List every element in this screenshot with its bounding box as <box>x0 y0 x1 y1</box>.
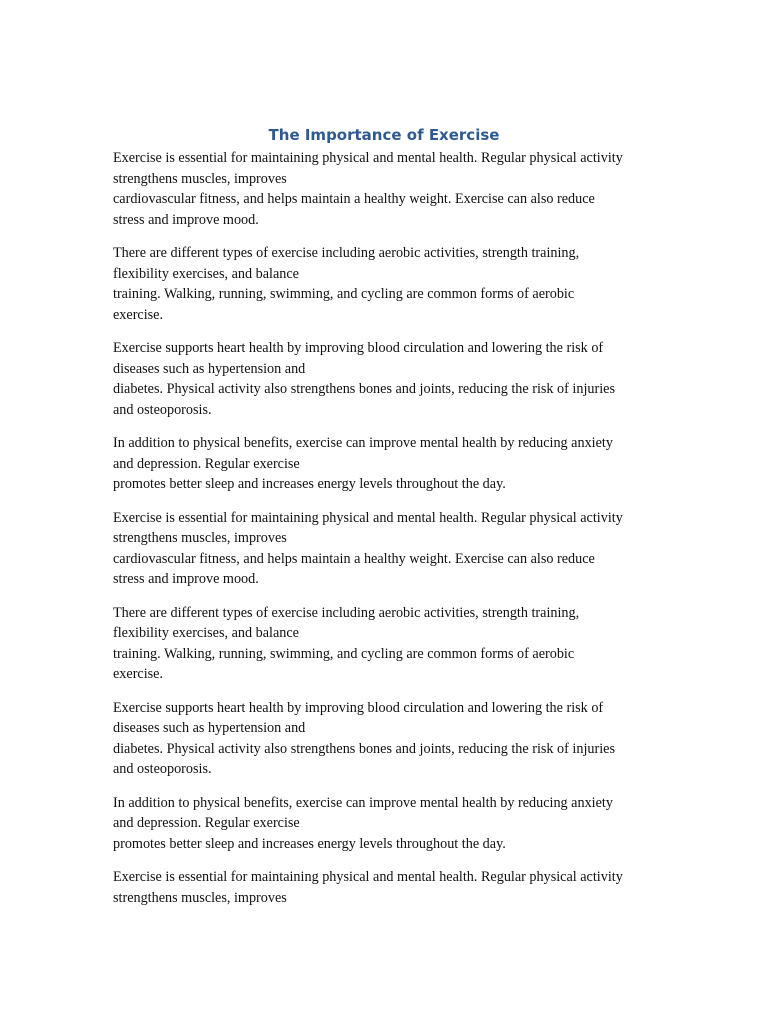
paragraph <box>113 433 673 495</box>
document-body <box>113 148 673 921</box>
text-line: Exercise supports heart health by improving blood circulation and lowering the risk of <box>113 699 604 716</box>
text-line: and depression. Regular exercise <box>113 815 300 831</box>
text-line: promotes better sleep and increases energy levels throughout the day. <box>113 476 506 492</box>
text-line: cardiovascular fitness, and helps maintain a healthy weight. Exercise can also reduce <box>113 550 595 567</box>
text-line: There are different types of exercise including aerobic activities, strength training, <box>113 245 580 261</box>
paragraph <box>113 698 673 780</box>
text-line: training. Walking, running, swimming, and cycling are common forms of aerobic <box>113 645 575 662</box>
text-line: exercise. <box>113 306 164 323</box>
text-line: In addition to physical benefits, exercise can improve mental health by reducing anxiety <box>113 435 613 451</box>
paragraph <box>113 338 673 420</box>
text-line: strengthens muscles, improves <box>113 889 287 906</box>
text-line: strengthens muscles, improves <box>113 170 287 187</box>
text-line: There are different types of exercise including aerobic activities, strength training, <box>113 604 580 621</box>
text-line: stress and improve mood. <box>113 571 259 587</box>
text-line: diabetes. Physical activity also strengthens bones and joints, reducing the risk of injuries <box>113 381 615 397</box>
text-line: diabetes. Physical activity also strengthens bones and joints, reducing the risk of injuries <box>113 740 615 757</box>
text-line: Exercise is essential for maintaining physical and mental health. Regular physical activity <box>113 869 623 885</box>
text-line: cardiovascular fitness, and helps maintain a healthy weight. Exercise can also reduce <box>113 191 595 207</box>
text-line: diseases such as hypertension and <box>113 360 306 377</box>
text-line: strengthens muscles, improves <box>113 530 287 546</box>
text-line: diseases such as hypertension and <box>113 720 306 736</box>
text-line: Exercise supports heart health by improving blood circulation and lowering the risk of <box>113 340 604 356</box>
text-line: Exercise is essential for maintaining physical and mental health. Regular physical activity <box>113 509 623 526</box>
paragraph <box>113 148 673 230</box>
text-line: promotes better sleep and increases energy levels throughout the day. <box>113 835 506 852</box>
text-line: In addition to physical benefits, exercise can improve mental health by reducing anxiety <box>113 794 613 811</box>
text-line: flexibility exercises, and balance <box>113 265 299 282</box>
text-line: and depression. Regular exercise <box>113 455 300 472</box>
text-line: and osteoporosis. <box>113 761 212 777</box>
paragraph <box>113 793 673 855</box>
document-title: The Importance of Exercise <box>268 126 500 144</box>
paragraph <box>113 508 673 590</box>
text-line: Exercise is essential for maintaining physical and mental health. Regular physical activity <box>113 150 623 166</box>
text-line: training. Walking, running, swimming, and cycling are common forms of aerobic <box>113 286 575 302</box>
paragraph <box>113 243 673 325</box>
paragraph <box>113 867 673 908</box>
text-line: stress and improve mood. <box>113 211 259 228</box>
text-line: and osteoporosis. <box>113 401 212 418</box>
text-line: exercise. <box>113 666 164 682</box>
paragraph <box>113 603 673 685</box>
text-line: flexibility exercises, and balance <box>113 625 299 641</box>
